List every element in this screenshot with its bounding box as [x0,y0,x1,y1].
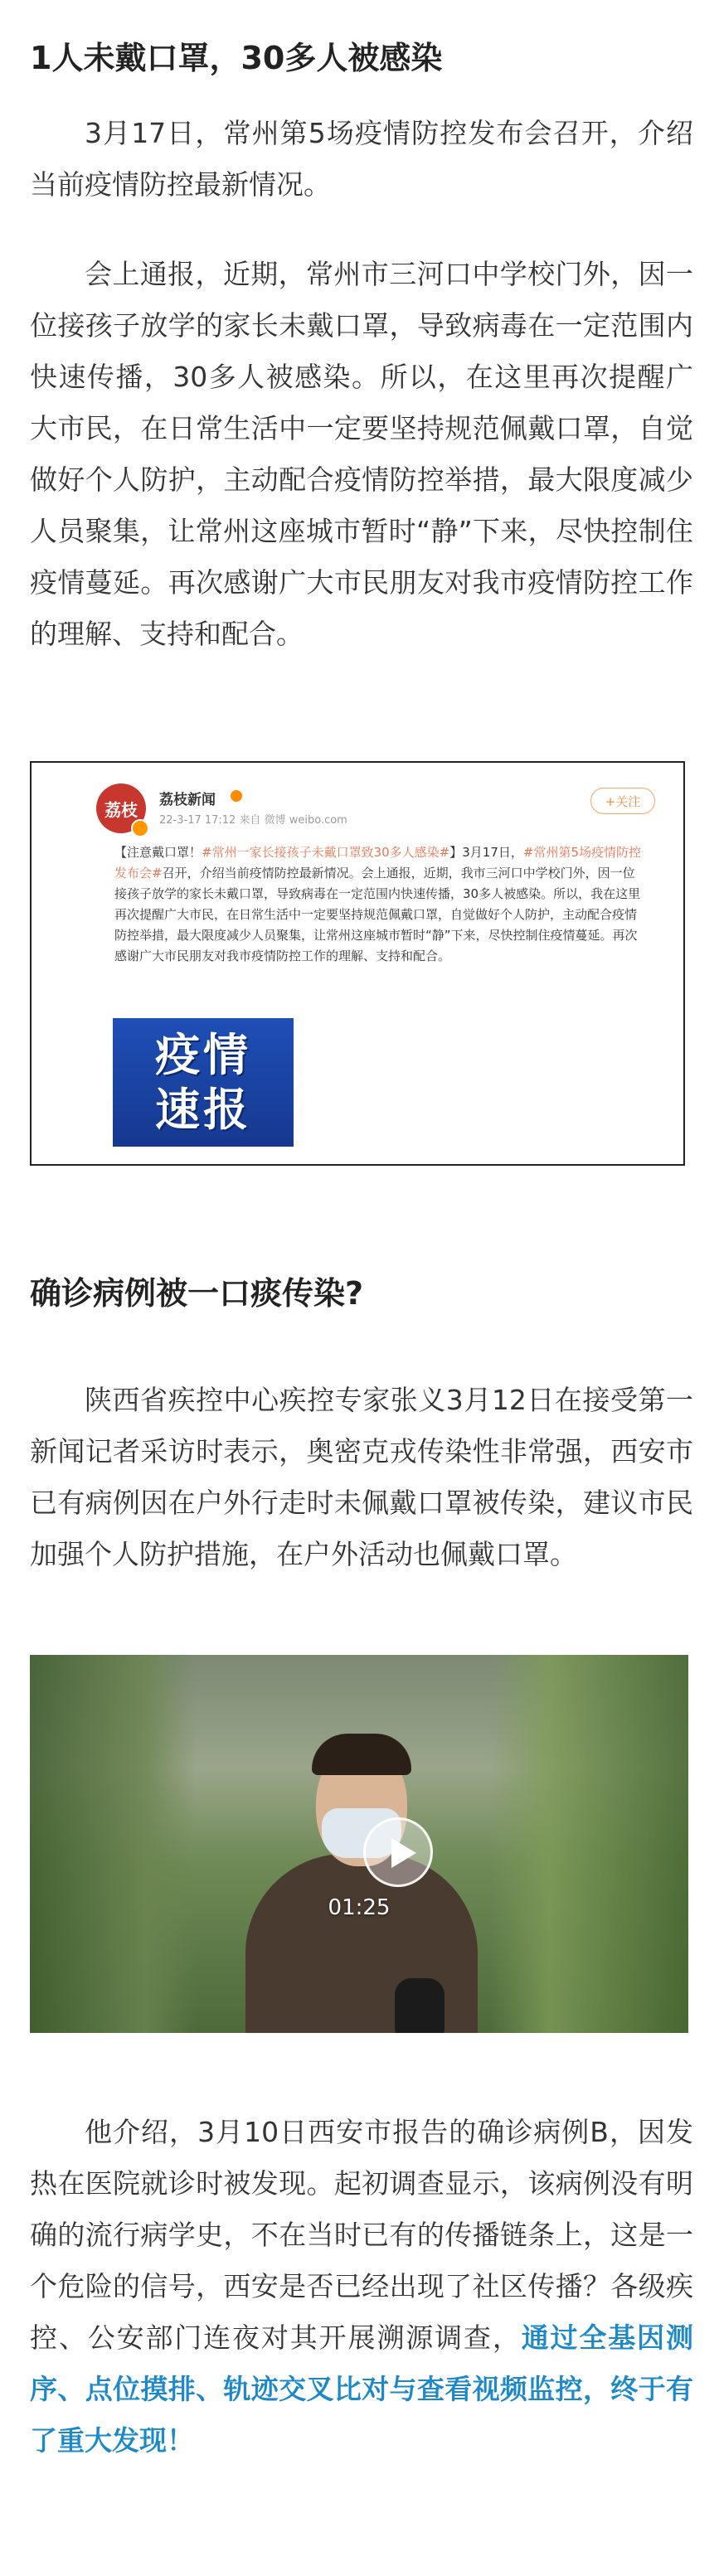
vip-badge-icon [231,790,242,802]
video-player[interactable] [30,1655,688,2033]
section-heading-1: 1人未戴口罩，30多人被感染 [30,40,443,76]
video-background [489,1655,688,2033]
post-meta: 22-3-17 17:12 来自 微博 weibo.com [159,814,347,827]
follow-button[interactable]: +关注 [590,788,655,814]
paragraph-case-b-text: 他介绍，3月10日西安市报告的确诊病例B，因发热在医院就诊时被发现。起初调查显示，该病例没有明确的流行病学史，不在当时已有的传播链条上，这是一个危险的信号，西安是否已经出现了社区传播？各级疾控、公安部门连夜对其开展溯源调查， [30,2116,693,2354]
account-avatar[interactable]: 荔枝 [96,783,146,833]
play-icon[interactable] [363,1817,433,1887]
highlight-text: 通过全基因测序、点位摸排、轨迹交叉比对与查看视频监控，终于有了重大发现！ [30,2321,694,2457]
paragraph-expert: 陕西省疾控中心疾控专家张义3月12日在接受第一新闻记者采访时表示，奥密克戎传染性非常强，西安市已有病例因在户外行走时未佩戴口罩被传染，建议市民加强个人防护措施，在户外活动也佩戴口罩。 [30,1384,693,1570]
post-text [114,842,645,967]
hashtag-link[interactable]: #常州一家长接孩子未戴口罩致30多人感染# [202,845,450,860]
post-image-text: 速报 [155,1083,251,1136]
post-image[interactable] [113,1018,294,1147]
video-person [312,1734,411,1775]
paragraph-case-b [30,2107,693,2467]
video-background [30,1655,196,2033]
section-heading-2: 确诊病例被一口痰传染? [30,1275,364,1312]
post-text-prefix: 【注意戴口罩！ [114,845,202,860]
post-text-body: 召开，介绍当前疫情防控最新情况。会上通报，近期，我市三河口中学校门外，因一位接孩子放学的家长未戴口罩，导致病毒在一定范围内快速传播，30多人被感染。所以，我在这里再次提醒广大市民，在日常生活中一定要坚持规范佩戴口罩，自觉做好个人防护，主动配合疫情防控举措，最大限度减少人员聚集，让常州这座城市暂时“静”下来，尽快控制住疫情蔓延。再次感谢广大市民朋友对我市疫情防控工作的理解、支持和配合。 [114,866,641,963]
video-microphone [395,1978,445,2033]
paragraph-report: 会上通报，近期，常州市三河口中学校门外，因一位接孩子放学的家长未戴口罩，导致病毒在一定范围内快速传播，30多人被感染。所以，在这里再次提醒广大市民，在日常生活中一定要坚持规范佩戴口罩，自觉做好个人防护，主动配合疫情防控举措，最大限度减少人员聚集，让常州这座城市暂时“静”下来，尽快控制住疫情蔓延。再次感谢广大市民朋友对我市疫情防控工作的理解、支持和配合。 [30,258,693,650]
account-name[interactable]: 荔枝新闻 [159,792,216,808]
post-image-text: 疫情 [155,1028,251,1081]
post-text-mid: 】3月17日， [449,845,523,860]
video-duration: 01:25 [328,1895,391,1920]
hashtag-link[interactable]: #常州第5场疫情防控发布会# [114,845,642,880]
paragraph-intro: 3月17日，常州第5场疫情防控发布会召开，介绍当前疫情防控最新情况。 [30,117,693,201]
verified-badge-icon [131,819,149,837]
weibo-post-card[interactable] [30,761,685,1166]
